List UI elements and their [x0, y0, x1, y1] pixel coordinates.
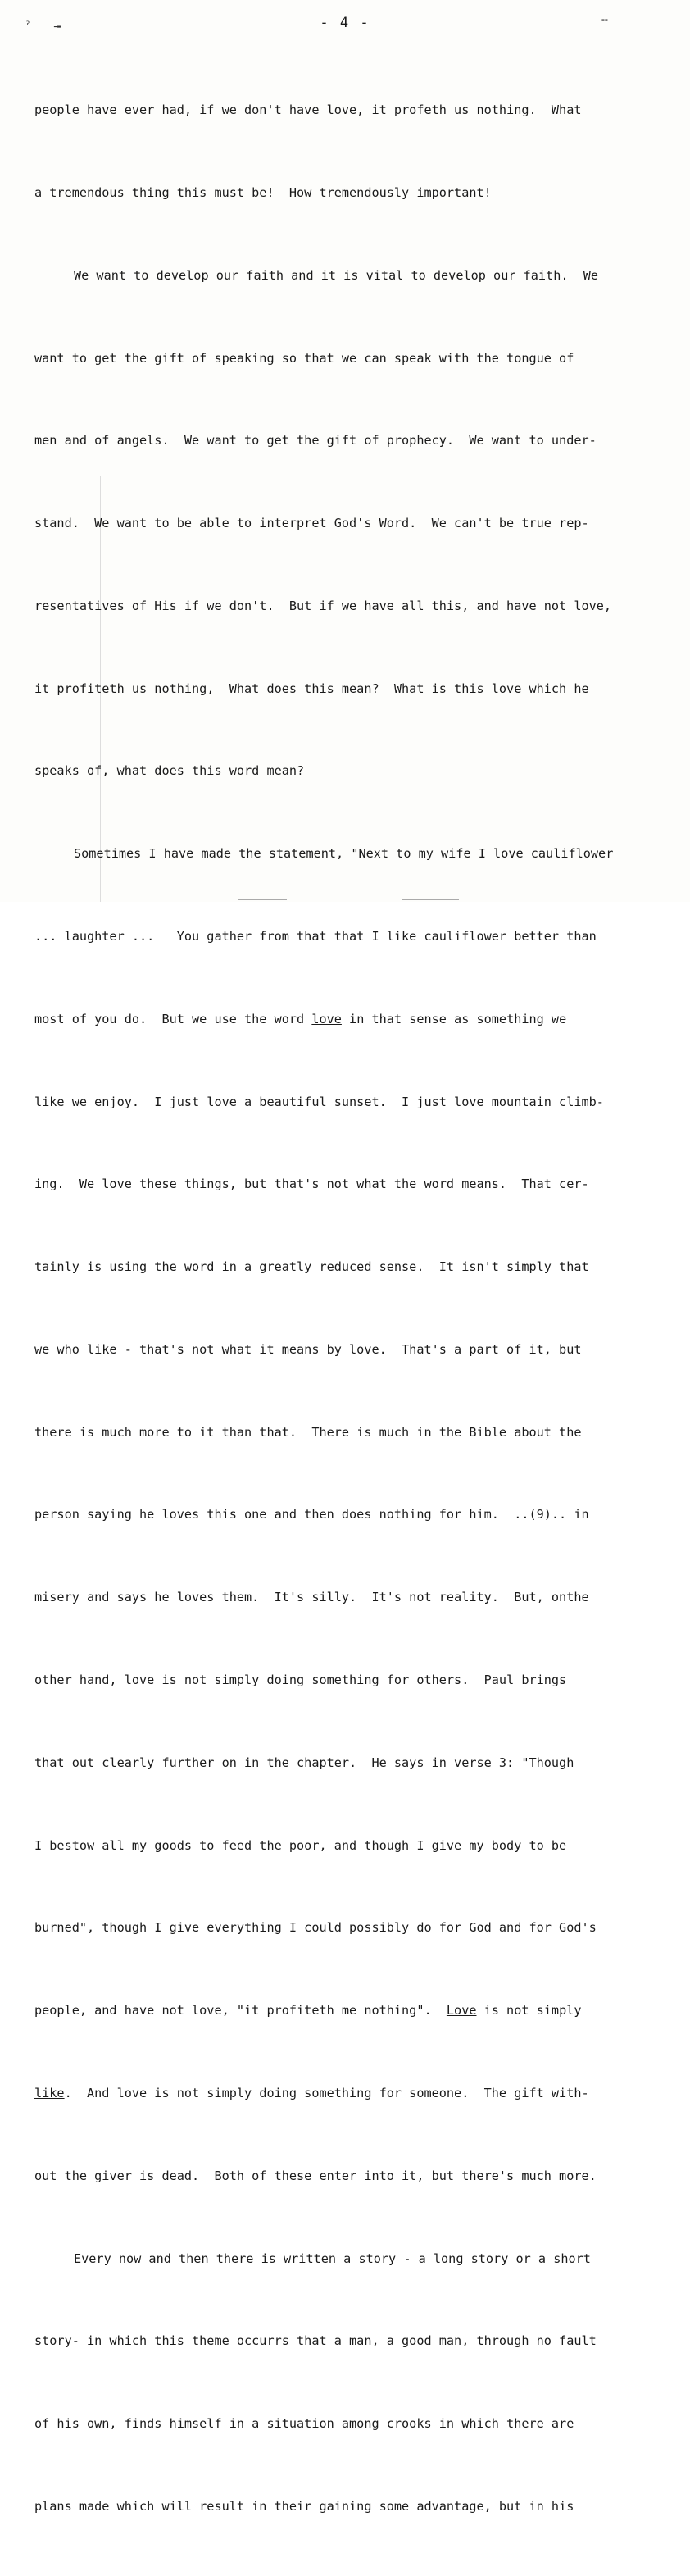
underlined-word: love — [311, 1011, 342, 1026]
text-line: I bestow all my goods to feed the poor, and though I give my body to be — [34, 1837, 567, 1853]
text-line: Sometimes I have made the statement, "Next to my wife I love cauliflower — [74, 846, 614, 862]
text-line: We want to develop our faith and it is vital to develop our faith. We — [74, 267, 599, 283]
text-line: people, and have not love, "it profiteth me nothing". Love is not simply — [34, 2003, 582, 2018]
body-text — [34, 42, 682, 2576]
text-line: other hand, love is not simply doing something for others. Paul brings — [34, 1673, 567, 1688]
text-line: ing. We love these things, but that's not what the word means. That cer- — [34, 1176, 589, 1192]
page-number: - 4 - — [320, 15, 370, 31]
text-line: like. And love is not simply doing something for someone. The gift with- — [34, 2085, 589, 2100]
text-line: speaks of, what does this word mean? — [34, 763, 305, 779]
underlined-word: Love — [446, 2003, 477, 2018]
text-line: that out clearly further on in the chapter. He says in verse 3: "Though — [34, 1755, 574, 1770]
underlined-word: like — [34, 2085, 65, 2100]
scan-artifact-mark: ╍ — [601, 15, 608, 27]
text-line: there is much more to it than that. There is much in the Bible about the — [34, 1424, 582, 1440]
text-line: ... laughter ... You gather from that that I like cauliflower better than — [34, 929, 597, 944]
text-line: Every now and then there is written a story - a long story or a short — [74, 2251, 591, 2266]
text-line: tainly is using the word in a greatly reduced sense. It isn't simply that — [34, 1259, 589, 1275]
scan-artifact-mark: ╼ — [54, 21, 61, 34]
text-line: most of you do. But we use the word love in that sense as something we — [34, 1011, 567, 1026]
text-line: out the giver is dead. Both of these enter into it, but there's much more. — [34, 2168, 597, 2183]
text-line: want to get the gift of speaking so that we can speak with the tongue of — [34, 350, 574, 366]
scan-artifact-mark: ˀ — [25, 21, 31, 34]
text-line: of his own, finds himself in a situation among crooks in which there are — [34, 2416, 574, 2432]
text-line: a tremendous thing this must be! How tremendously important! — [34, 184, 492, 200]
text-line: plans made which will result in their gaining some advantage, but in his — [34, 2498, 574, 2514]
text-line: people have ever had, if we don't have love, it profeth us nothing. What — [34, 102, 582, 118]
text-line: person saying he loves this one and then does nothing for him. ..(9).. in — [34, 1507, 589, 1522]
text-line: misery and says he loves them. It's silly. It's not reality. But, onthe — [34, 1590, 589, 1605]
text-line: story- in which this theme occurrs that a man, a good man, through no fault — [34, 2333, 597, 2349]
text-line: men and of angels. We want to get the gift of prophecy. We want to under- — [34, 433, 597, 448]
text-line: it profiteth us nothing, What does this mean? What is this love which he — [34, 680, 589, 696]
text-line: burned", though I give everything I could possibly do for God and for God's — [34, 1920, 597, 1936]
text-line: like we enjoy. I just love a beautiful sunset. I just love mountain climb- — [34, 1094, 604, 1109]
text-line: resentatives of His if we don't. But if we have all this, and have not love, — [34, 598, 612, 613]
text-line: stand. We want to be able to interpret God's Word. We can't be true rep- — [34, 516, 589, 531]
text-line: we who like - that's not what it means by love. That's a part of it, but — [34, 1341, 582, 1357]
